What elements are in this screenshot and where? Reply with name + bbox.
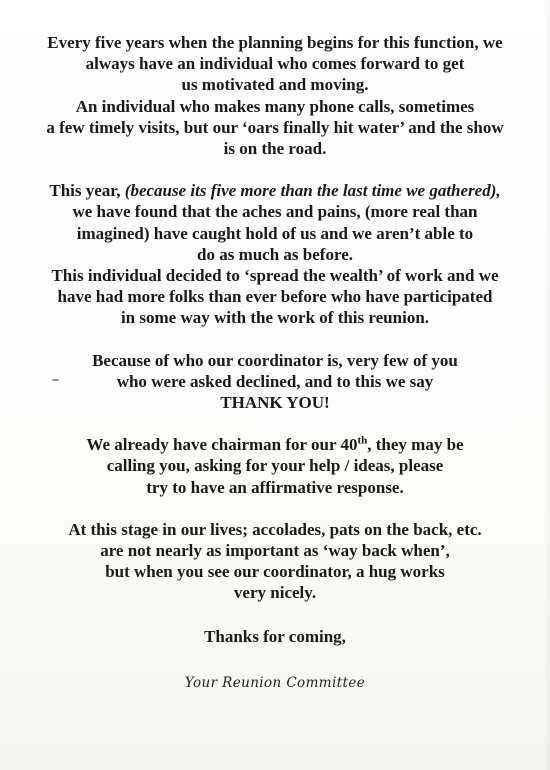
text-line: is on the road.: [223, 139, 327, 159]
text-line: are not nearly as important as ‘way back when’,: [100, 541, 450, 561]
text-line: At this stage in our lives; accolades, pats on the back, etc.: [68, 519, 482, 539]
text-line: [14, 180, 536, 201]
paragraph-accolades: [14, 519, 536, 604]
text-line: calling you, asking for your help / ideas, please: [106, 456, 444, 476]
text-line: do as much as before.: [197, 244, 353, 264]
text-fragment: We already have chairman for our 40: [86, 435, 358, 455]
text-fragment: This year,: [49, 181, 125, 201]
text-line: us motivated and moving.: [181, 75, 369, 95]
text-fragment: , they may be: [367, 435, 464, 455]
page-edge-shadow: [544, 0, 550, 770]
text-line: try to have an affirmative response.: [146, 477, 404, 497]
closing-line: [14, 626, 536, 647]
paragraph-thank-you: [14, 350, 536, 414]
letter-body: [14, 32, 536, 668]
text-line: Every five years when the planning begins for this function, we: [47, 33, 503, 52]
text-line: imagined) have caught hold of us and we aren’t able to: [76, 223, 474, 243]
text-line: in some way with the work of this reunion.: [120, 308, 430, 328]
text-line: but when you see our coordinator, a hug works: [105, 562, 445, 582]
paragraph-planning: [14, 32, 536, 159]
text-line: An individual who makes many phone calls, sometimes: [75, 96, 475, 116]
text-line: we have found that the aches and pains, (more real than: [72, 202, 478, 222]
text-line: Because of who our coordinator is, very few of you: [92, 350, 458, 370]
paragraph-this-year: [14, 180, 536, 328]
signature: Your Reunion Committee: [184, 675, 366, 691]
text-line: Thanks for coming,: [204, 626, 346, 646]
text-line: have had more folks than ever before who have participated: [57, 287, 493, 307]
text-line: [14, 434, 536, 455]
text-line: a few timely visits, but our ‘oars finally hit water’ and the show: [46, 117, 504, 137]
scan-speck: [52, 379, 59, 381]
text-line: always have an individual who comes forward to get: [85, 54, 465, 74]
text-line: who were asked declined, and to this we say: [116, 371, 434, 391]
ordinal-suffix: th: [357, 434, 368, 447]
paragraph-chairman: [14, 434, 536, 498]
italic-aside: (because its five more than the last time we gathered),: [124, 181, 501, 201]
text-line: THANK YOU!: [220, 393, 330, 413]
text-line: This individual decided to ‘spread the wealth’ of work and we: [51, 266, 499, 286]
text-line: very nicely.: [233, 583, 317, 603]
